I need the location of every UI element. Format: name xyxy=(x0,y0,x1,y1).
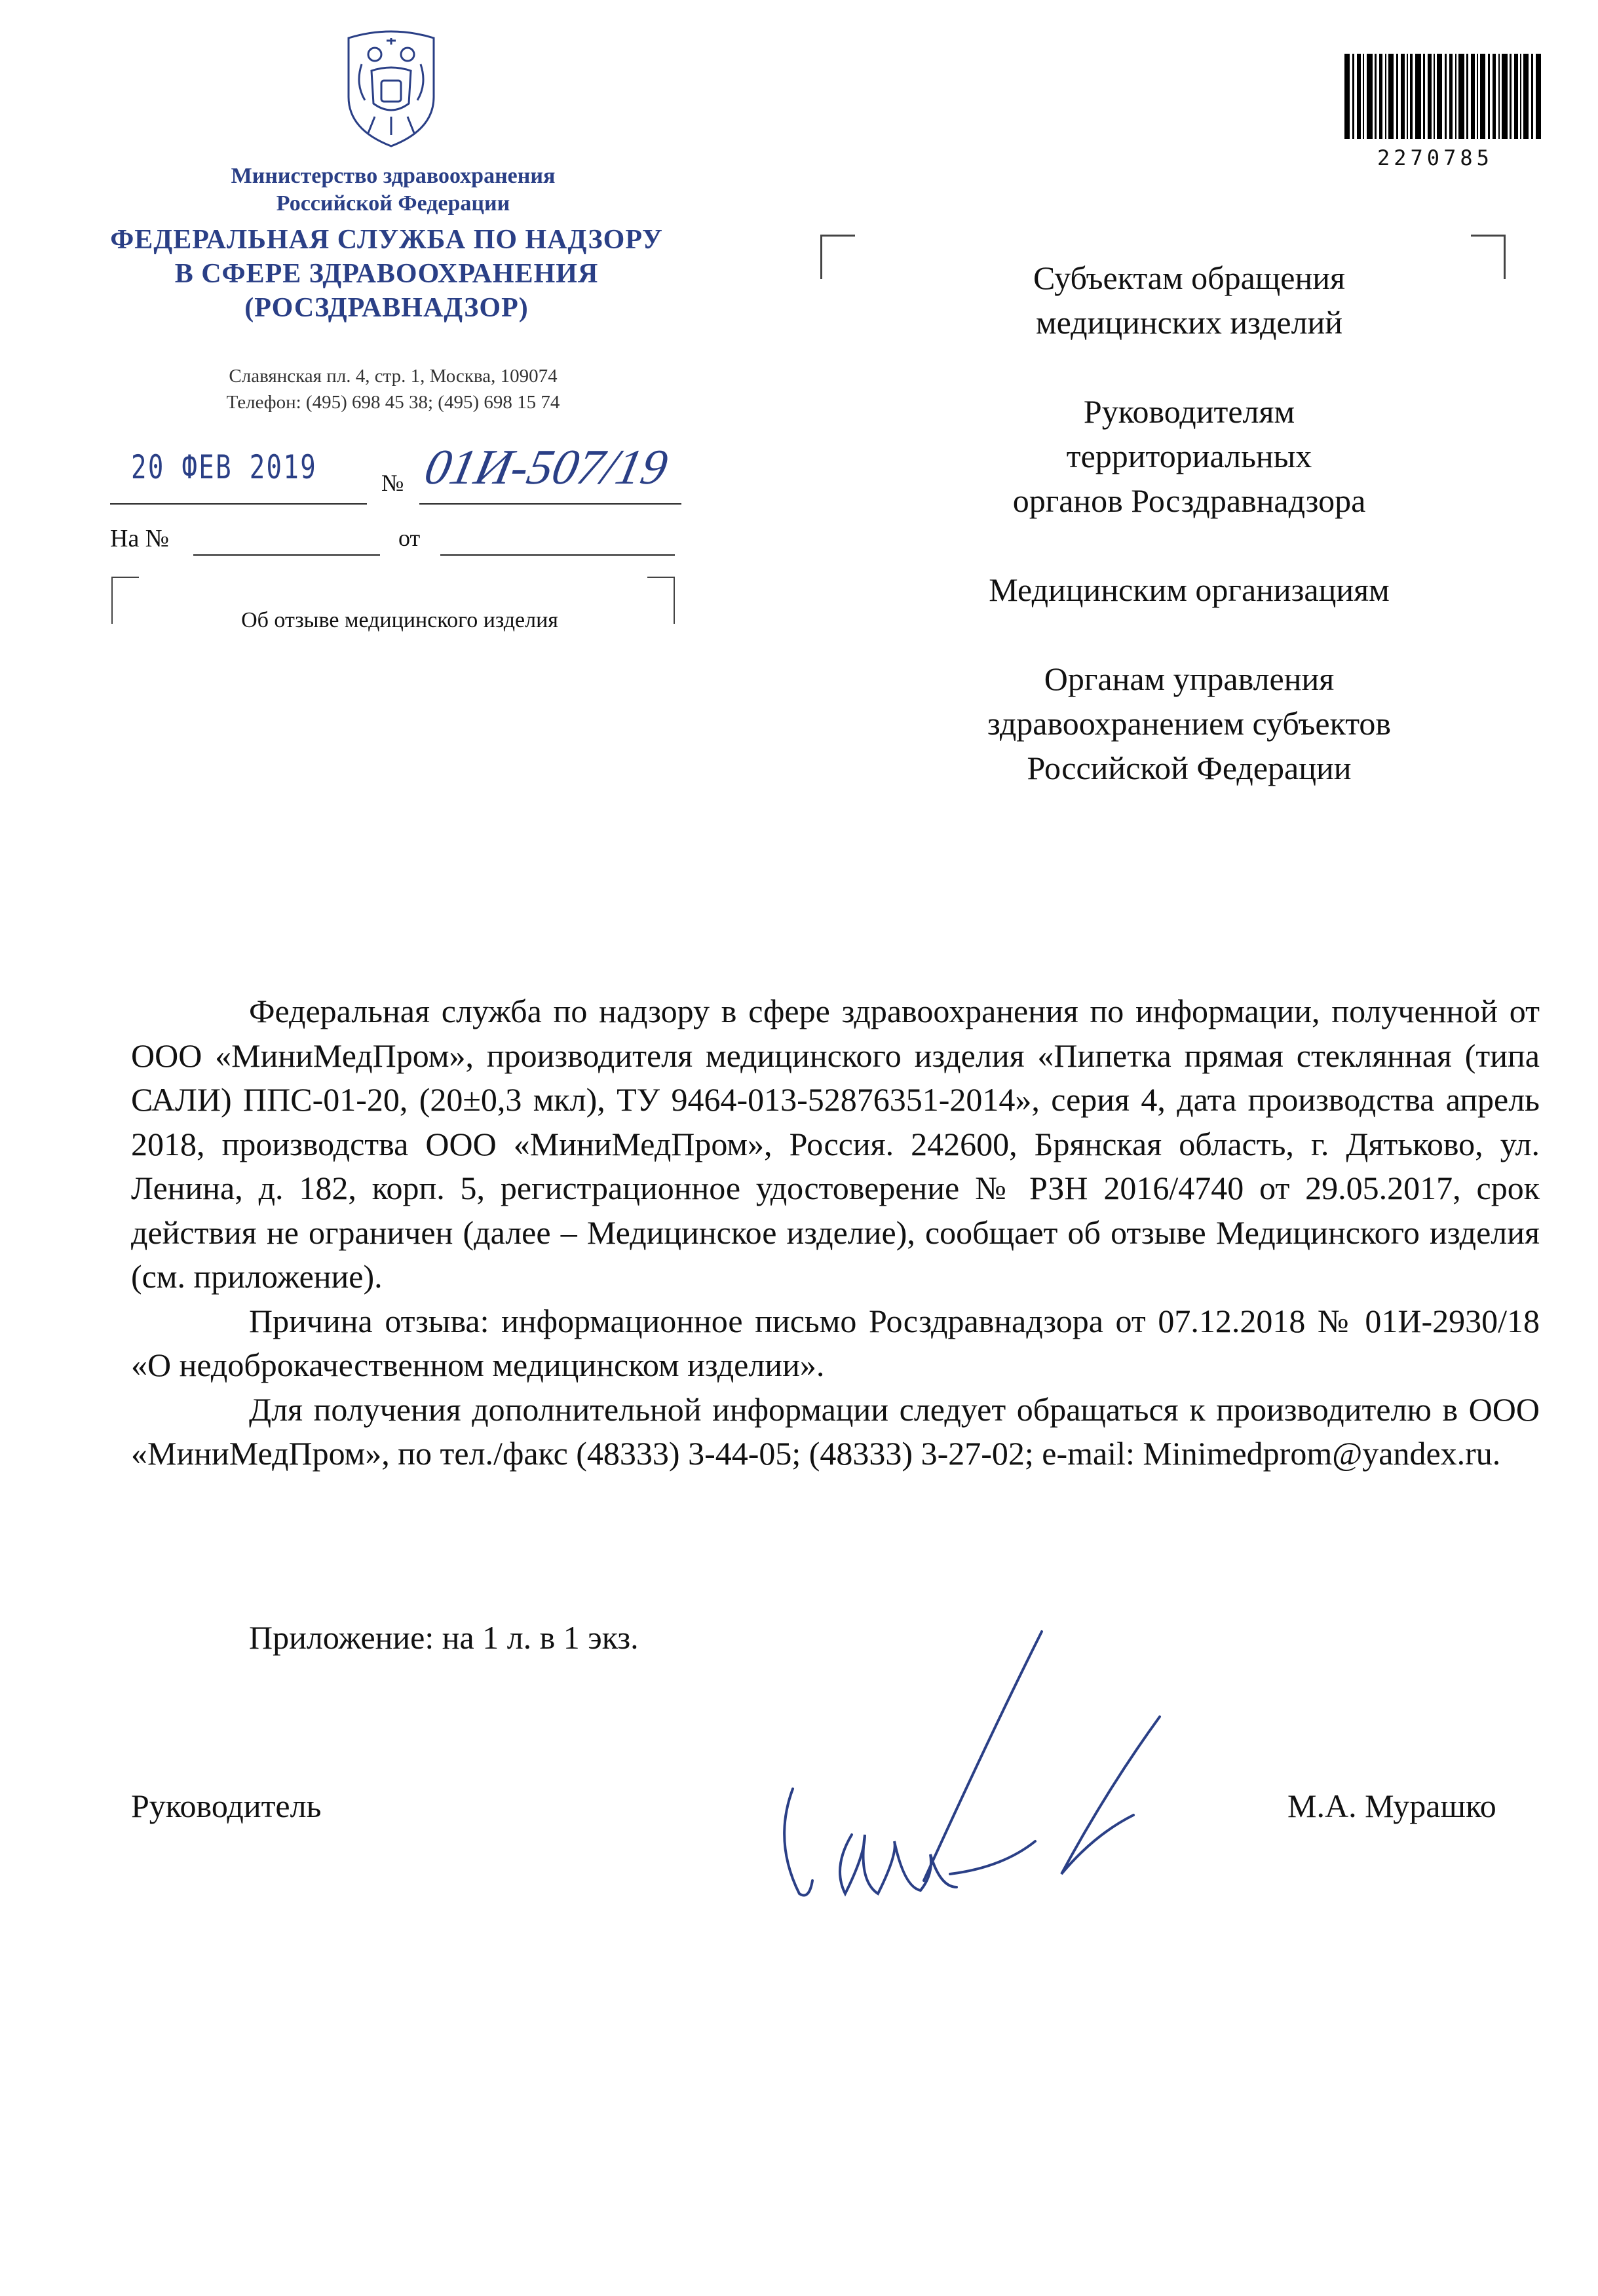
service-line-1: ФЕДЕРАЛЬНАЯ СЛУЖБА ПО НАДЗОРУ xyxy=(110,225,663,255)
reference-underline xyxy=(193,554,380,556)
service-line-2: В СФЕРЕ ЗДРАВООХРАНЕНИЯ xyxy=(174,259,599,289)
barcode xyxy=(1344,54,1542,152)
body-paragraph-2: Причина отзыва: информационное письмо Росздравнадзора от 07.12.2018 № 01И-2930/18 «О недоброкачественном медицинском изделии». xyxy=(131,1302,1540,1383)
address-line: Славянская пл. 4, стр. 1, Москва, 109074 xyxy=(229,366,558,387)
barcode-number: 2270785 xyxy=(1377,145,1493,170)
from-underline xyxy=(440,554,675,556)
registration-date-stamp: 20 ФЕВ 2019 xyxy=(131,448,318,486)
reference-label: На № xyxy=(110,525,170,552)
phone-line: Телефон: (495) 698 45 38; (495) 698 15 74 xyxy=(226,392,560,413)
addressee-item: Руководителям территориальных органов Росздравнадзора xyxy=(1012,393,1366,519)
ministry-line-2: Российской Федерации xyxy=(276,191,510,216)
letter-subject: Об отзыве медицинского изделия xyxy=(241,608,558,632)
addressee-item: Субъектам обращения медицинских изделий xyxy=(1033,259,1345,341)
date-underline xyxy=(110,503,367,505)
addressee-item: Медицинским организациям xyxy=(989,571,1390,608)
service-name xyxy=(92,223,681,325)
body-paragraph-3: Для получения дополнительной информации следует обращаться к производителю в ООО «МиниМедПром», по тел./факс (48333) 3-44-05; (48333) 3-27-02; e-mail: Minimedprom@yandex.ru. xyxy=(131,1390,1540,1472)
body-paragraph-1: Федеральная служба по надзору в сфере здравоохранения по информации, полученной от ООО «МиниМедПром», производителя медицинского изделия «Пипетка прямая стеклянная (типа САЛИ) ППС-01-20, (20±0,3 мкл), ТУ 9464-013-52876351-2014», серия 4, дата производства апрель 2018, производства ООО «МиниМедПром», Россия. 242600, Брянская область, г. Дятьково, ул. Ленина, д. 182, корп. 5, регистрационное удостоверение № РЗН 2016/4740 от 29.05.2017, срок действия не ограничен (далее – Медицинское изделие), сообщает об отзыве Медицинского изделия (см. приложение). xyxy=(131,993,1540,1295)
from-label: от xyxy=(398,525,421,551)
number-underline xyxy=(419,503,681,505)
signer-role: Руководитель xyxy=(131,1788,322,1824)
ministry-name xyxy=(98,163,688,218)
coat-of-arms-icon xyxy=(335,25,447,149)
attachment-note: Приложение: на 1 л. в 1 экз. xyxy=(249,1619,639,1656)
handwritten-signature-icon xyxy=(753,1618,1186,1926)
registration-number-handwritten: 01И-507/19 xyxy=(420,440,673,495)
sender-address xyxy=(111,363,675,415)
addressee-block xyxy=(911,256,1468,835)
ministry-line-1: Министерство здравоохранения xyxy=(231,164,556,188)
addressee-corner-left xyxy=(820,235,855,279)
letter-body xyxy=(131,989,1540,1476)
signer-name: М.А. Мурашко xyxy=(1287,1788,1496,1824)
addressee-item: Органам управления здравоохранением субъектов Российской Федерации xyxy=(987,660,1392,786)
addressee-corner-right xyxy=(1471,235,1506,279)
number-sign: № xyxy=(381,470,404,496)
service-line-3: (РОСЗДРАВНАДЗОР) xyxy=(244,293,529,323)
